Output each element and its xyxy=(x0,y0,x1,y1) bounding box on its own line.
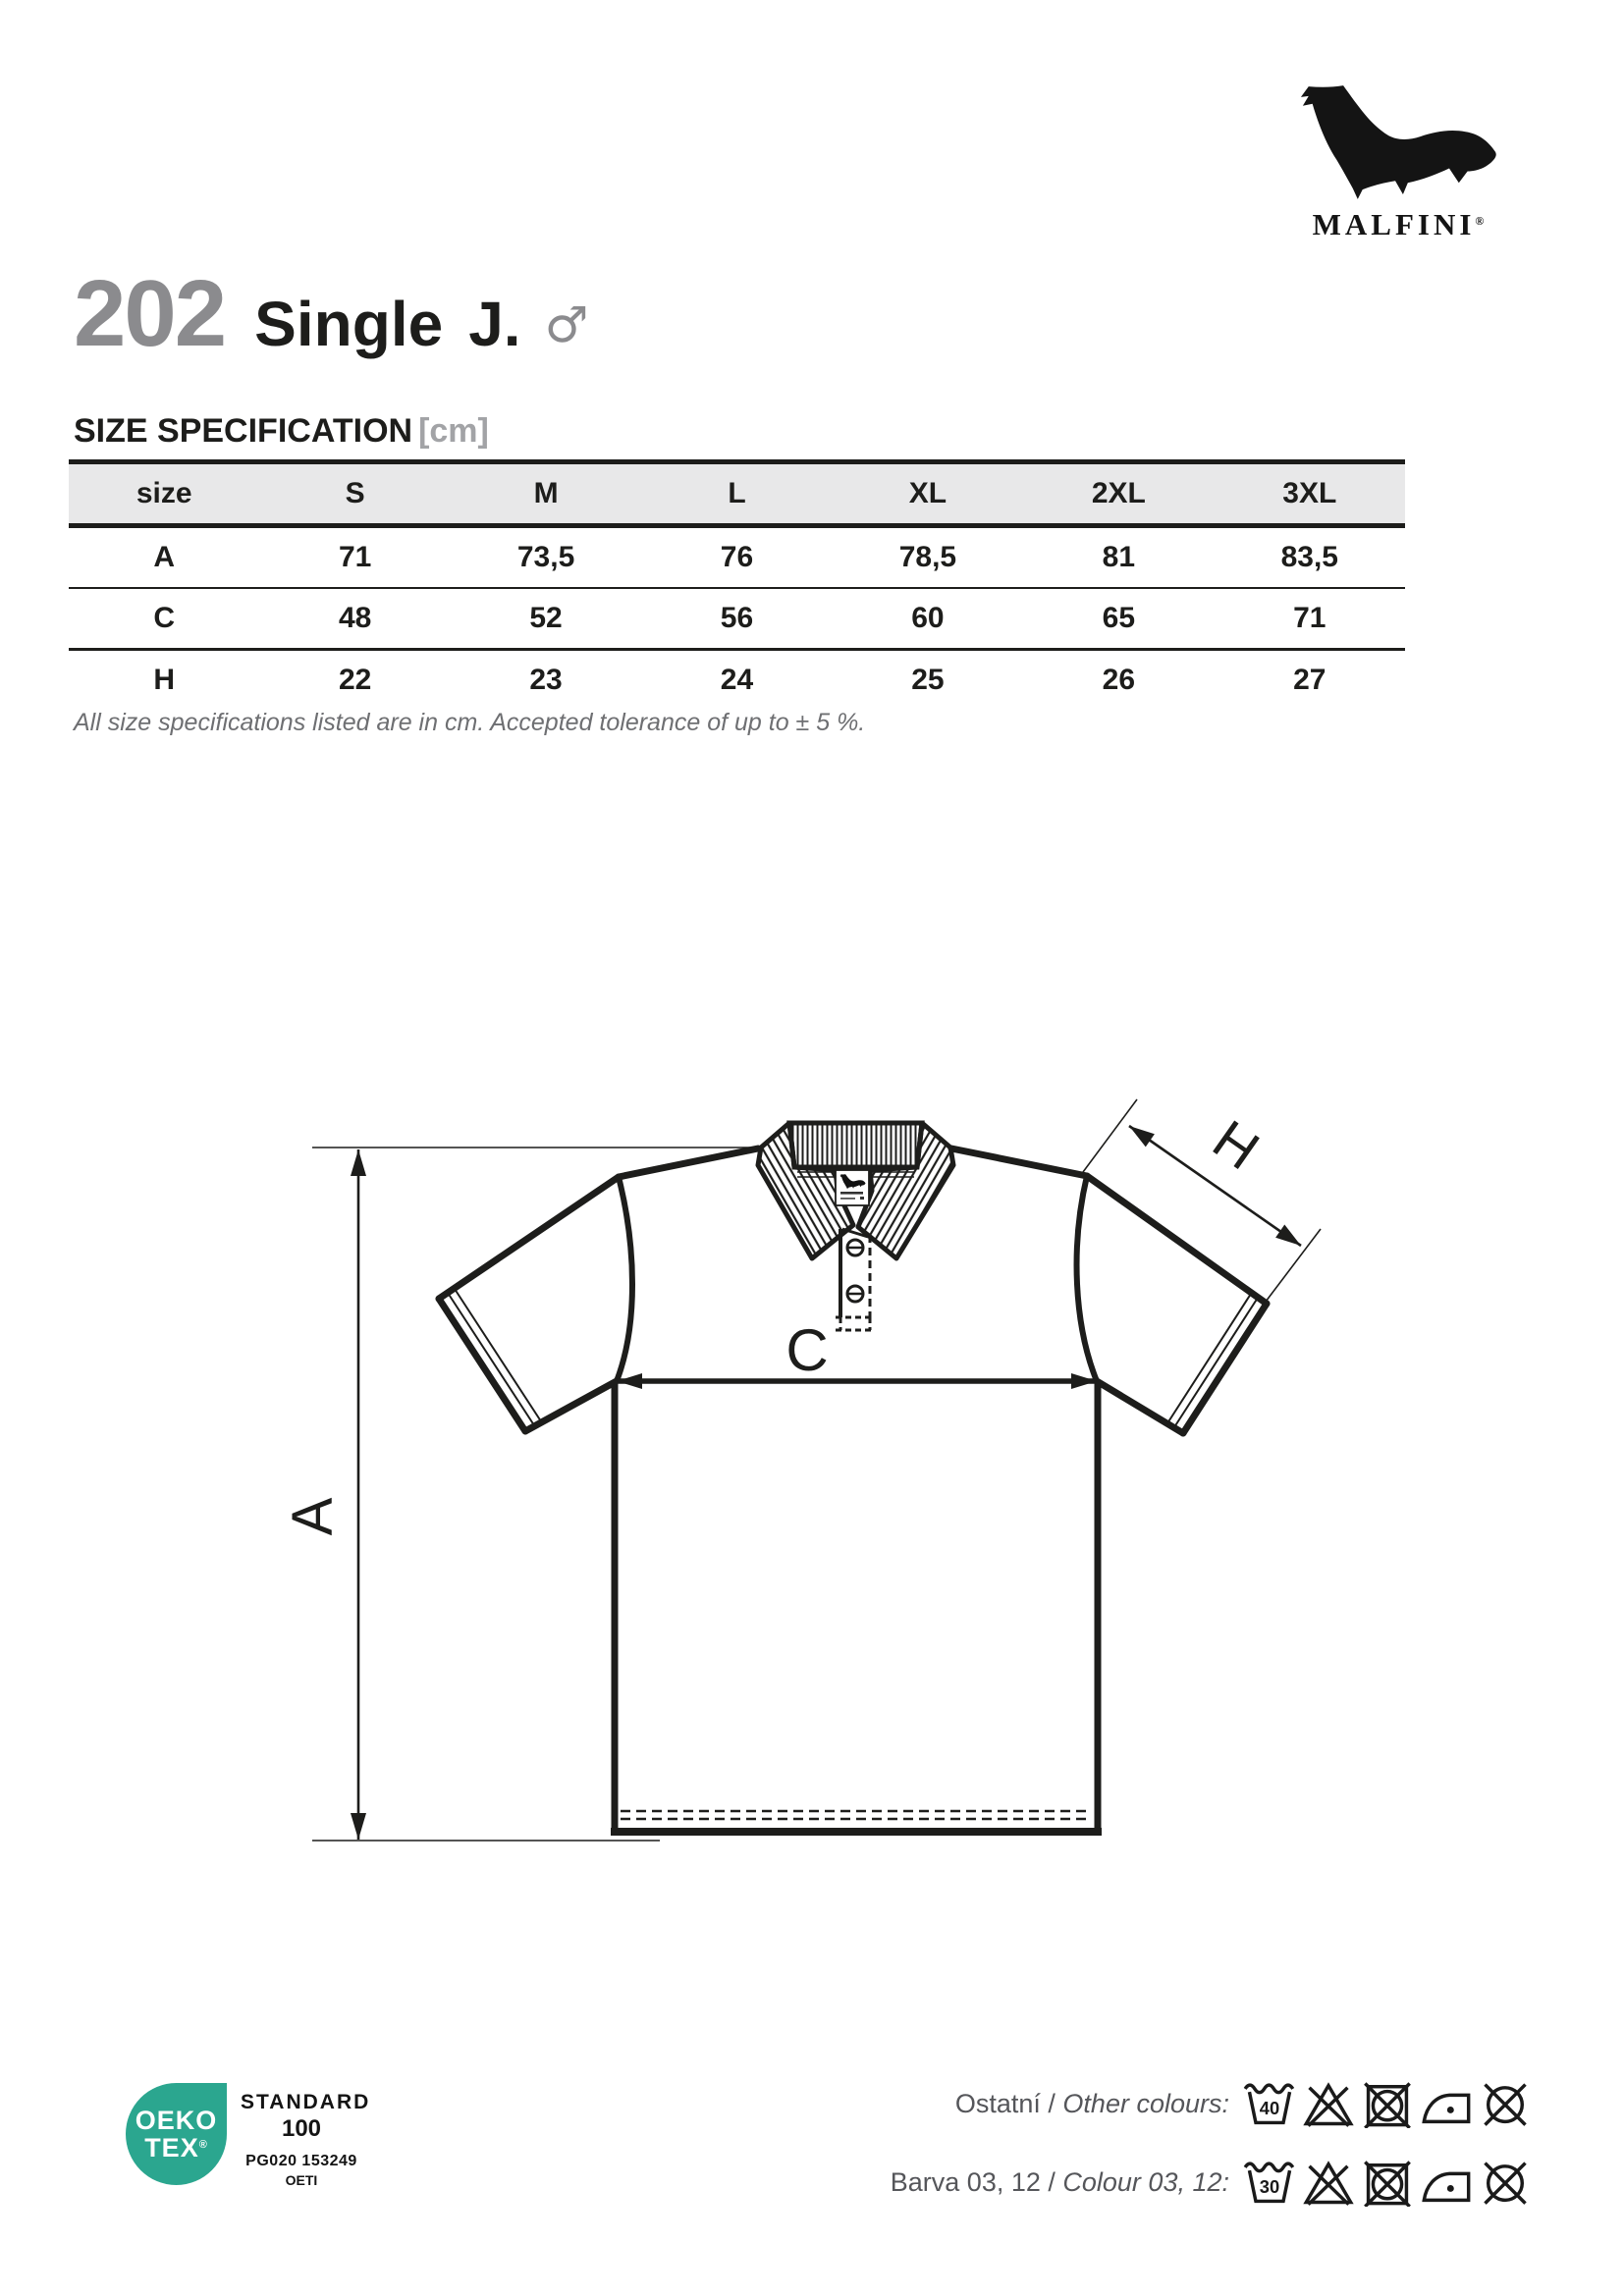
registered-mark: ® xyxy=(1475,214,1485,228)
section-heading xyxy=(74,412,489,451)
left-shoulder-seam xyxy=(619,1148,758,1177)
cell: 25 xyxy=(911,664,945,696)
col-header-s: S xyxy=(345,477,365,509)
product-variant: J. xyxy=(468,289,521,359)
care-symbols xyxy=(1243,2158,1532,2207)
malfini-bird-icon xyxy=(1297,83,1499,203)
cell: 71 xyxy=(1293,602,1326,634)
do-not-bleach-icon xyxy=(1302,2158,1355,2207)
cell: 76 xyxy=(720,541,754,573)
row-label: H xyxy=(153,664,176,696)
col-header-m: M xyxy=(533,477,559,509)
cell: 71 xyxy=(338,541,372,573)
svg-text:40: 40 xyxy=(1259,2097,1280,2118)
cell: 78,5 xyxy=(898,541,957,573)
standard-number: 100 xyxy=(281,2115,322,2142)
care-symbols xyxy=(1243,2079,1532,2128)
care-row-other-colours xyxy=(955,2079,1532,2128)
dimension-c xyxy=(617,1317,1097,1389)
do-not-dry-clean-icon xyxy=(1479,2079,1532,2128)
cell: 22 xyxy=(338,664,372,696)
cell: 26 xyxy=(1102,664,1136,696)
collar-band xyxy=(789,1123,922,1167)
table-row-h xyxy=(69,651,1405,710)
product-name: Single xyxy=(254,289,444,359)
do-not-tumble-dry-icon xyxy=(1361,2079,1414,2128)
product-code: 202 xyxy=(74,261,226,366)
wash-30-icon xyxy=(1243,2158,1296,2207)
certificate-institute: OETI xyxy=(285,2172,318,2188)
cell: 23 xyxy=(529,664,563,696)
right-shoulder-seam xyxy=(951,1148,1087,1176)
care-row-colour-03-12 xyxy=(891,2158,1532,2207)
dimension-c-label: C xyxy=(785,1317,829,1383)
do-not-bleach-icon xyxy=(1302,2079,1355,2128)
polo-shirt-diagram xyxy=(255,1070,1434,1875)
brand-wordmark: MALFINI® xyxy=(1312,207,1485,241)
cell: 65 xyxy=(1102,602,1136,634)
cell: 27 xyxy=(1293,664,1326,696)
iron-one-dot-icon xyxy=(1420,2079,1473,2128)
badge-line1: OEKO xyxy=(135,2105,218,2135)
shirt-body xyxy=(611,1381,1102,1832)
cell: 48 xyxy=(338,602,372,634)
standard-label: STANDARD xyxy=(241,2091,371,2113)
care-label: Barva 03, 12 / Colour 03, 12: xyxy=(890,2166,1229,2197)
cell: 73,5 xyxy=(516,541,575,573)
col-header-l: L xyxy=(728,477,746,509)
cell: 24 xyxy=(720,664,754,696)
do-not-tumble-dry-icon xyxy=(1361,2158,1414,2207)
col-header-xl: XL xyxy=(908,477,947,509)
brand-logo xyxy=(1294,83,1502,242)
do-not-dry-clean-icon xyxy=(1479,2158,1532,2207)
neck-label xyxy=(836,1170,869,1205)
cell: 52 xyxy=(529,602,563,634)
col-header-2xl: 2XL xyxy=(1091,477,1146,509)
col-header-size: size xyxy=(135,477,192,509)
table-row-a xyxy=(69,528,1405,589)
badge-line2: TEX® xyxy=(144,2133,208,2163)
collar xyxy=(758,1123,953,1302)
certificate-code: PG020 153249 xyxy=(245,2153,357,2169)
size-table-header xyxy=(69,459,1405,528)
cell: 60 xyxy=(911,602,945,634)
left-sleeve xyxy=(439,1177,632,1431)
certification-text xyxy=(241,2083,371,2188)
iron-one-dot-icon xyxy=(1420,2158,1473,2207)
col-header-3xl: 3XL xyxy=(1282,477,1337,509)
size-table xyxy=(69,459,1405,710)
wash-40-icon xyxy=(1243,2079,1296,2128)
tolerance-note: All size specifications listed are in cm. Accepted tolerance of up to ± 5 %. xyxy=(74,709,866,736)
oeko-tex-badge-icon xyxy=(126,2083,227,2185)
row-label: A xyxy=(153,541,176,573)
right-sleeve xyxy=(1077,1176,1267,1433)
cell: 83,5 xyxy=(1280,541,1338,573)
oeko-tex-certification xyxy=(126,2083,371,2188)
section-unit: [cm] xyxy=(418,412,489,450)
table-row-c xyxy=(69,589,1405,651)
svg-text:30: 30 xyxy=(1259,2175,1280,2197)
product-title xyxy=(74,261,589,366)
dimension-a-label: A xyxy=(281,1497,345,1536)
dimension-h-label: H xyxy=(1202,1107,1271,1182)
cell: 56 xyxy=(720,602,754,634)
cell: 81 xyxy=(1102,541,1136,573)
section-title: SIZE SPECIFICATION xyxy=(74,412,413,450)
care-label: Ostatní / Other colours: xyxy=(954,2088,1229,2118)
male-symbol-icon: ♂ xyxy=(544,296,589,353)
row-label: C xyxy=(153,602,176,634)
